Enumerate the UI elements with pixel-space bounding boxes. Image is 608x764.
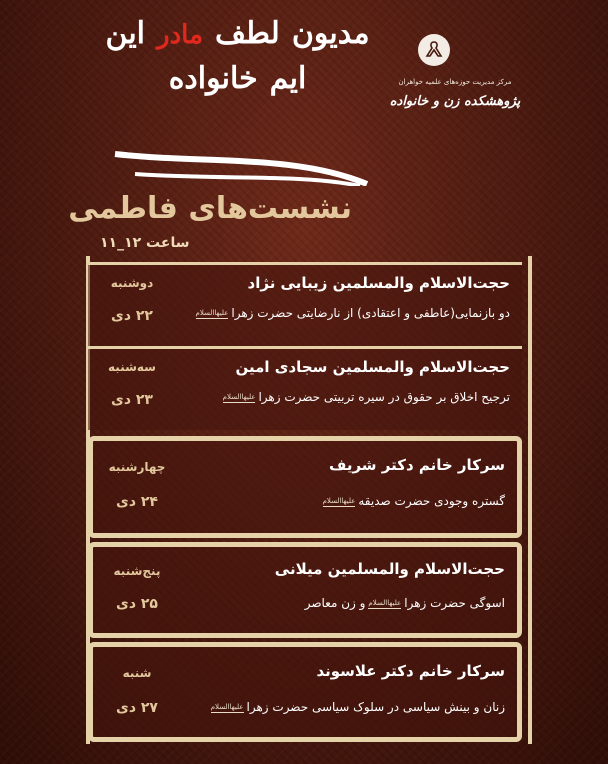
session-time: ساعت ۱۲_۱۱ xyxy=(100,235,190,251)
headline: نشست‌های فاطمی xyxy=(68,191,352,226)
speaker-name: سرکار خانم دکتر شریف xyxy=(328,456,505,474)
session-date: ۲۳ دی xyxy=(111,392,153,408)
topic-text: گستره وجودی حضرت صدیقه xyxy=(358,494,505,508)
calligraphy-word: خانواده xyxy=(168,61,258,96)
calligraphy-word-red: مادر xyxy=(157,20,203,50)
calligraphy-word: ایم xyxy=(269,61,307,96)
speaker-name: سرکار خانم دکتر علاسوند xyxy=(316,662,505,680)
topic-text: اسوگی حضرت زهرا xyxy=(404,596,505,610)
session-row xyxy=(88,642,522,742)
topic-text-after: و زن معاصر xyxy=(304,596,366,610)
org-subtitle: مرکز مدیریت حوزه‌های علمیه خواهران xyxy=(398,78,512,86)
session-day: چهارشنبه xyxy=(108,460,166,474)
topic-text: زنان و بینش سیاسی در سلوک سیاسی حضرت زهرا xyxy=(246,700,505,714)
session-topic xyxy=(177,699,505,715)
honorific-icon: علیهاالسلام xyxy=(195,309,229,317)
honorific-icon: علیهاالسلام xyxy=(368,599,402,607)
speaker-name: حجت‌الاسلام والمسلمین سجادی امین xyxy=(235,358,510,376)
session-row xyxy=(88,346,522,430)
topic-text: دو بازنمایی(عاطفی و اعتقادی) از نارضایتی حضرت زهرا xyxy=(231,306,510,320)
calligraphy-title xyxy=(105,14,370,186)
session-day: دوشنبه xyxy=(110,276,154,290)
session-topic xyxy=(172,305,510,321)
calligraphy-word: لطف xyxy=(215,16,280,51)
session-row xyxy=(88,542,522,638)
session-topic xyxy=(177,493,505,509)
org-name: پژوهشکده زن و خانواده xyxy=(389,94,521,109)
speaker-name: حجت‌الاسلام والمسلمین زیبایی نژاد xyxy=(247,274,510,292)
org-logo-icon xyxy=(418,34,450,66)
session-date: ۲۷ دی xyxy=(116,700,158,716)
session-row xyxy=(88,262,522,346)
honorific-icon: علیهاالسلام xyxy=(322,497,356,505)
honorific-icon: علیهاالسلام xyxy=(222,393,256,401)
calligraphy-word: مدیون xyxy=(291,16,370,51)
speaker-name: حجت‌الاسلام والمسلمین میلانی xyxy=(274,560,505,578)
honorific-icon: علیهاالسلام xyxy=(210,703,244,711)
session-day: پنج‌شنبه xyxy=(113,564,161,578)
topic-text: ترجیح اخلاق بر حقوق در سیره تربیتی حضرت زهرا xyxy=(258,390,510,404)
calligraphy-words xyxy=(105,14,370,99)
session-topic xyxy=(177,595,505,611)
calligraphy-word: این xyxy=(105,16,146,51)
session-date: ۲۴ دی xyxy=(116,494,158,510)
session-day: سه‌شنبه xyxy=(108,360,156,374)
session-date: ۲۲ دی xyxy=(111,308,153,324)
session-row xyxy=(88,436,522,538)
session-topic xyxy=(172,389,510,405)
session-day: شنبه xyxy=(122,666,152,680)
session-date: ۲۵ دی xyxy=(116,596,158,612)
